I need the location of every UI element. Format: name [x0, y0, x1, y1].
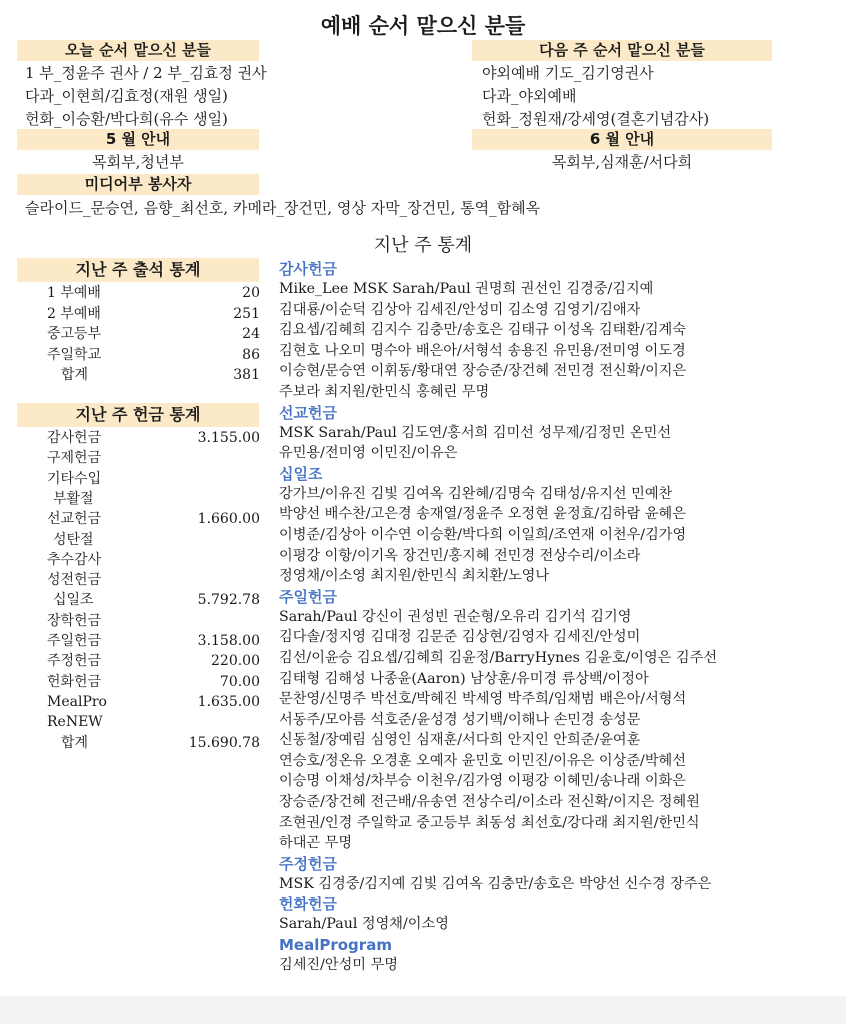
donor-category-title: MealProgram: [279, 936, 392, 955]
offering-label: 주일헌금: [47, 633, 102, 649]
donor-names-line: 김선/이윤승 김요셉/김혜희 김윤정/BarryHynes 김윤호/이영은 김주선: [279, 649, 718, 666]
donor-names-line: 정영채/이소영 최지원/한민식 최치환/노영나: [279, 568, 550, 585]
attendance-label: 합계: [61, 367, 89, 383]
donor-names-line: 하대곤 무명: [279, 835, 353, 852]
offering-label: 헌화헌금: [47, 673, 102, 690]
offering-label: 장학헌금: [47, 612, 102, 629]
bottom-bar: [0, 996, 846, 1024]
offering-value: 5.792.78: [197, 592, 260, 609]
next-header: 다음 주 순서 맡으신 분들: [472, 40, 772, 61]
offering-value: 3.155.00: [197, 430, 260, 446]
donor-category-title: 선교헌금: [279, 403, 337, 422]
donor-names-line: 강가브/이유진 김빛 김여옥 김완혜/김명숙 김태성/유지선 민예찬: [279, 485, 673, 502]
donor-names-line: 서동주/모아름 석호준/윤성경 성기백/이해나 손민경 송성문: [279, 711, 641, 728]
attendance-value: 24: [242, 326, 260, 342]
offering-label: 선교헌금: [47, 511, 102, 528]
donor-names-line: 이평강 이항/이기옥 장건민/홍지혜 전민경 전상수리/이소라: [279, 547, 641, 564]
offering-label: ReNEW: [47, 714, 103, 731]
offering-label: MealPro: [47, 693, 107, 710]
donor-names-line: 연승호/정온유 오경훈 오예자 윤민호 이민진/이유은 이상준/박혜선: [279, 752, 686, 769]
attendance-label: 2 부예배: [47, 305, 101, 322]
donor-names-line: 김세진/안성미 무명: [279, 957, 398, 974]
donor-category-title: 주정헌금: [279, 854, 337, 873]
june-header: 6 월 안내: [472, 129, 772, 150]
donor-names-line: 유민용/전미영 이민진/이유은: [279, 445, 458, 462]
offering-label: 감사헌금: [47, 430, 102, 446]
offering-value: 1.635.00: [197, 693, 260, 710]
donor-category-title: 십일조: [279, 464, 323, 483]
offering-label: 성탄절: [53, 531, 94, 548]
offering-label: 기타수입: [47, 470, 102, 487]
donor-names-line: 박양선 배수찬/고은경 송재열/정윤주 오정현 윤정효/김하람 윤혜은: [279, 506, 686, 523]
offering-label: 주정헌금: [47, 653, 102, 670]
donor-names-line: 김요셉/김혜희 김지수 김충만/송호은 김태규 이성옥 김태환/김계숙: [279, 322, 686, 339]
today-line: 헌화_이승환/박다희(유수 생일): [25, 110, 228, 128]
attendance-label: 주일학교: [47, 346, 102, 363]
stats-title: 지난 주 통계: [373, 235, 473, 256]
donor-names-line: 김대룡/이순덕 김상아 김세진/안성미 김소영 김영기/김애자: [279, 301, 641, 318]
donor-names-line: 이승현/문승연 이휘동/황대연 장승준/장건혜 전민경 전신확/이지은: [279, 363, 687, 380]
donor-names-line: 이병준/김상아 이수연 이승환/박다희 이일희/조연재 이천우/김가영: [279, 526, 687, 543]
donor-names-line: MSK 김경중/김지예 김빛 김여옥 김충만/송호은 박양선 신수경 장주은: [279, 875, 712, 892]
donor-names-line: 신동철/장예림 심영인 심재훈/서다희 안지인 안희준/윤여훈: [279, 732, 641, 749]
offering-label: 부활절: [53, 490, 94, 507]
donor-names-line: 문찬영/신명주 박선호/박혜진 박세영 박주희/임채범 배은아/서형석: [279, 691, 687, 708]
donor-names-line: 김현호 나오미 명수아 배은아/서형석 송용진 유민용/전미영 이도경: [279, 342, 686, 359]
attendance-value: 20: [242, 285, 260, 301]
today-line: 다과_이현희/김효정(재원 생일): [25, 87, 228, 105]
offering-value: 220.00: [211, 653, 260, 670]
attendance-label: 중고등부: [47, 326, 102, 342]
may-text: 목회부,청년부: [92, 153, 184, 171]
donor-names-line: 이승명 이채성/차부승 이천우/김가영 이평강 이혜민/송나래 이화은: [279, 773, 686, 790]
attendance-header: 지난 주 출석 통계: [17, 258, 259, 282]
donor-names-line: Mike_Lee MSK Sarah/Paul 권명희 권선인 김경중/김지예: [279, 281, 654, 297]
may-header: 5 월 안내: [17, 129, 259, 150]
offering-value: 70.00: [219, 673, 260, 690]
offering-label: 십일조: [53, 592, 94, 609]
donor-lists: [279, 259, 839, 976]
offering-value: 1.660.00: [197, 511, 260, 528]
attendance-value: 381: [233, 367, 260, 383]
media-text: 슬라이드_문승연, 음향_최선호, 카메라_장건민, 영상 자막_장건민, 통역_함혜옥: [25, 199, 541, 217]
offering-label: 합계: [61, 734, 89, 751]
attendance-label: 1 부예배: [47, 285, 101, 301]
offering-value: 3.158.00: [197, 633, 260, 649]
donor-names-line: 조현권/인경 주일학교 중고등부 최동성 최선호/강다래 최지원/한민식: [279, 814, 700, 831]
attendance-value: 86: [242, 346, 260, 363]
offering-label: 구제헌금: [47, 450, 102, 467]
offering-header: 지난 주 헌금 통계: [17, 403, 259, 427]
donor-names-line: MSK Sarah/Paul 김도연/홍서희 김미선 성무제/김정민 온민선: [279, 424, 672, 441]
media-header: 미디어부 봉사자: [17, 174, 259, 195]
today-line: 1 부_정윤주 권사 / 2 부_김효정 권사: [25, 64, 267, 82]
donor-names-line: 장승준/장건혜 전근배/유송연 전상수리/이소라 전신확/이지은 정혜원: [279, 794, 700, 811]
donor-names-line: 김태형 김해성 나종윤(Aaron) 남상훈/유미경 류상백/이정아: [279, 670, 649, 687]
donor-category-title: 주일헌금: [279, 587, 337, 606]
today-header: 오늘 순서 맡으신 분들: [17, 40, 259, 61]
donor-category-title: 감사헌금: [279, 260, 337, 278]
offering-value: 15.690.78: [188, 734, 260, 751]
attendance-value: 251: [233, 305, 260, 322]
next-line: 야외예배 기도_김기영권사: [482, 64, 654, 82]
donor-names-line: 주보라 최지원/한민식 홍혜린 무명: [279, 383, 490, 400]
june-text: 목회부,심재훈/서다희: [551, 153, 693, 171]
offering-label: 성전헌금: [47, 572, 102, 589]
offering-label: 추수감사: [47, 551, 102, 568]
donor-names-line: Sarah/Paul 정영채/이소영: [279, 916, 449, 933]
donor-category-title: 헌화헌금: [279, 895, 337, 914]
next-line: 다과_야외예배: [482, 87, 577, 105]
donor-names-line: Sarah/Paul 강신이 권성빈 권순형/오유리 김기석 김기영: [279, 608, 632, 625]
donor-names-line: 김다솔/정지영 김대정 김문준 김상현/김영자 김세진/안성미: [279, 629, 641, 646]
next-line: 헌화_정원재/강세영(결혼기념감사): [482, 110, 710, 128]
page-title: 예배 순서 맡으신 분들: [320, 14, 526, 38]
